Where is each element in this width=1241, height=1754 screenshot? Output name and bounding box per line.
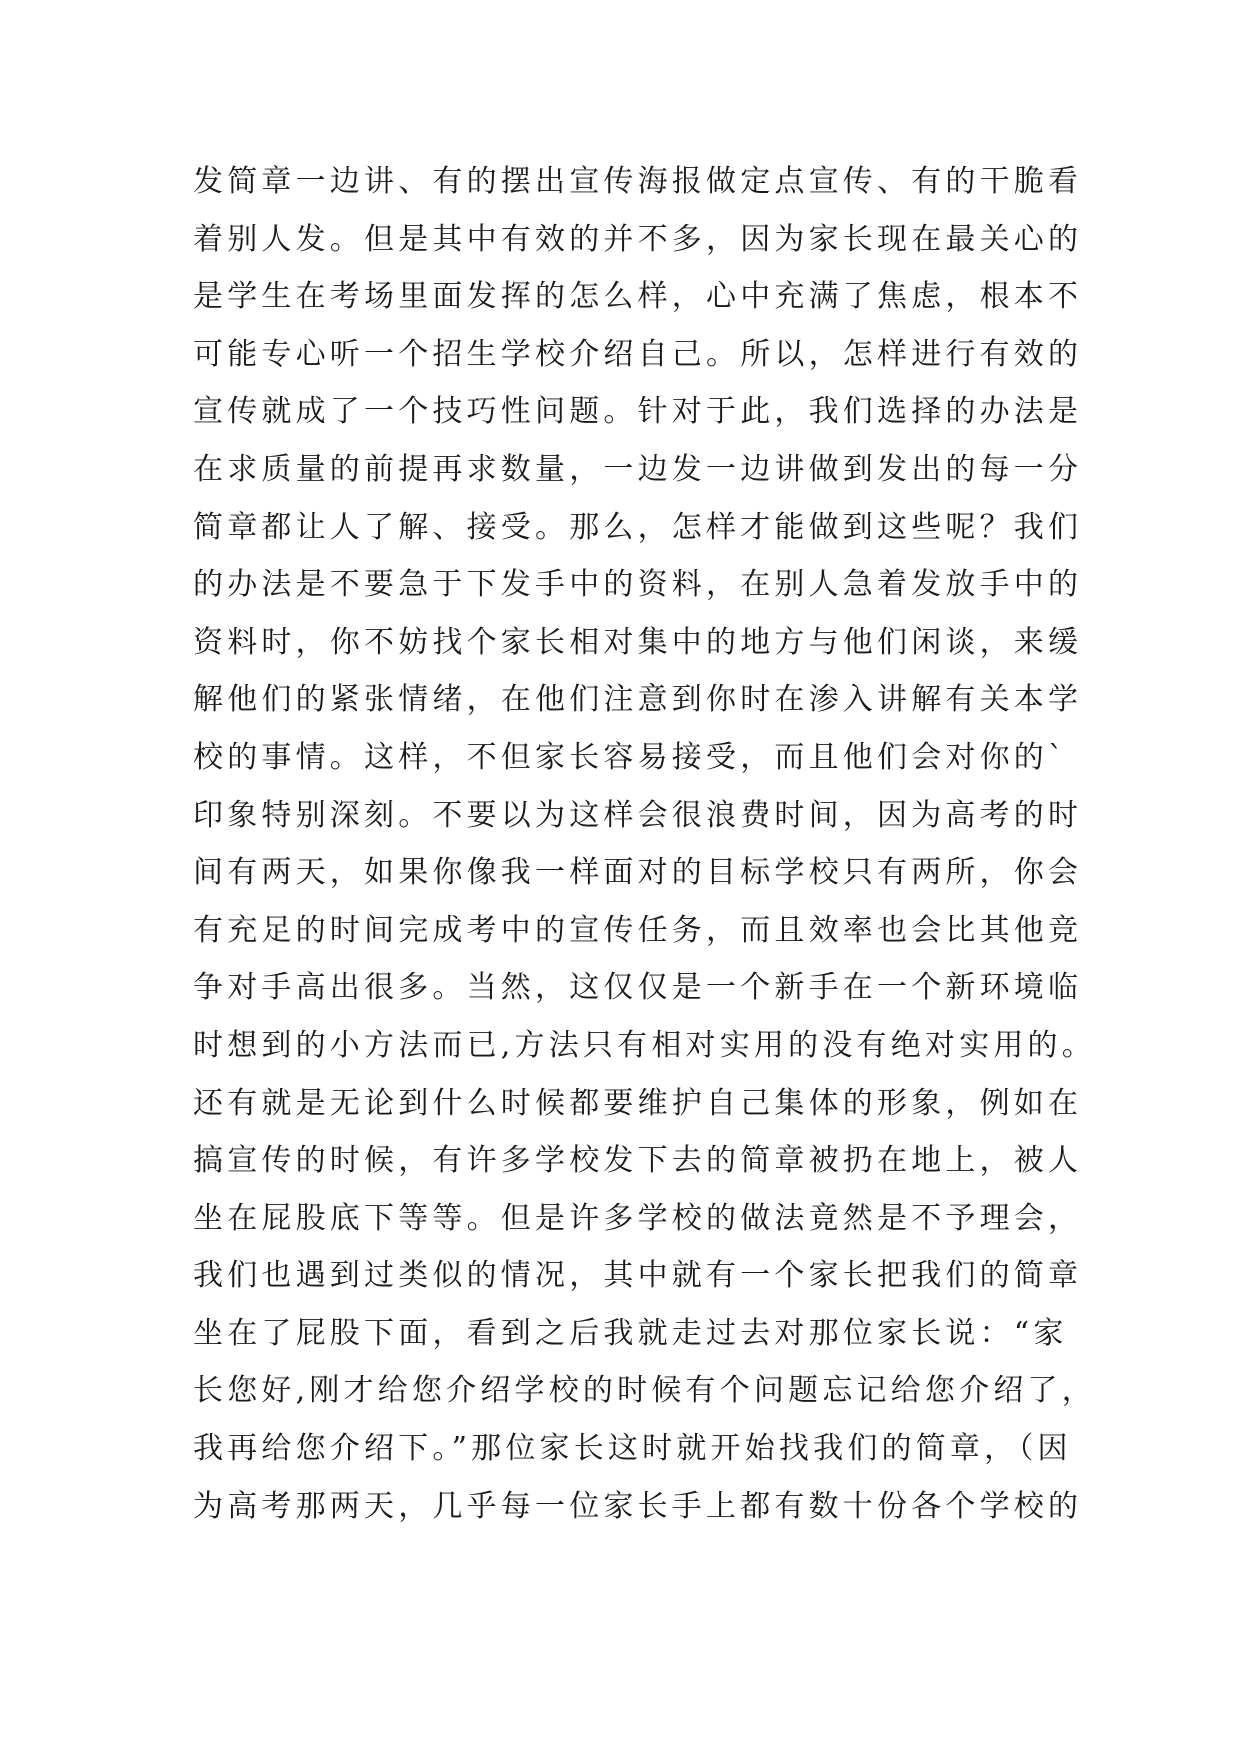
text-line: 解他们的紧张情绪，在他们注意到你时在渗入讲解有关本学: [193, 682, 1083, 718]
text-line: 我再给您介绍下。”那位家长这时就开始找我们的简章，（因: [193, 1431, 1072, 1467]
text-line: 时想到的小方法而已,方法只有相对实用的没有绝对实用的。: [193, 1027, 1096, 1063]
body-text: [193, 153, 1096, 1535]
text-line: 发简章一边讲、有的摆出宣传海报做定点宣传、有的干脆看: [193, 164, 1083, 199]
text-line: 坐在了屁股下面，看到之后我就走过去对那位家长说：“家: [193, 1315, 1068, 1351]
text-line: 还有就是无论到什么时候都要维护自己集体的形象，例如在: [193, 1085, 1083, 1121]
text-line: 为高考那两天，几乎每一位家长手上都有数十份各个学校的: [193, 1488, 1083, 1524]
text-line: 校的事情。这样，不但家长容易接受，而且他们会对你的`: [193, 739, 1068, 775]
text-line: 争对手高出很多。当然，这仅仅是一个新手在一个新环境临: [193, 970, 1083, 1006]
text-line: 的办法是不要急于下发手中的资料，在别人急着发放手中的: [193, 567, 1083, 603]
text-line: 我们也遇到过类似的情况，其中就有一个家长把我们的简章: [193, 1258, 1083, 1294]
text-line: 简章都让人了解、接受。那么，怎样才能做到这些呢？我们: [193, 509, 1083, 545]
text-line: 长您好,刚才给您介绍学校的时候有个问题忘记给您介绍了，: [193, 1373, 1096, 1409]
text-line: 有充足的时间完成考中的宣传任务，而且效率也会比其他竞: [193, 912, 1083, 948]
text-line: 印象特别深刻。不要以为这样会很浪费时间，因为高考的时: [193, 797, 1083, 833]
text-line: 间有两天，如果你像我一样面对的目标学校只有两所，你会: [193, 855, 1083, 891]
text-line: 搞宣传的时候，有许多学校发下去的简章被扔在地上，被人: [193, 1143, 1083, 1179]
text-line: 资料时，你不妨找个家长相对集中的地方与他们闲谈，来缓: [193, 624, 1083, 660]
text-line: 宣传就成了一个技巧性问题。针对于此，我们选择的办法是: [193, 394, 1083, 430]
text-line: 着别人发。但是其中有效的并不多，因为家长现在最关心的: [193, 221, 1083, 257]
text-line: 是学生在考场里面发挥的怎么样，心中充满了焦虑，根本不: [193, 279, 1083, 315]
text-line: 坐在屁股底下等等。但是许多学校的做法竟然是不予理会，: [193, 1200, 1083, 1236]
text-line: 在求质量的前提再求数量，一边发一边讲做到发出的每一分: [193, 451, 1083, 487]
text-line: 可能专心听一个招生学校介绍自己。所以，怎样进行有效的: [193, 336, 1083, 372]
